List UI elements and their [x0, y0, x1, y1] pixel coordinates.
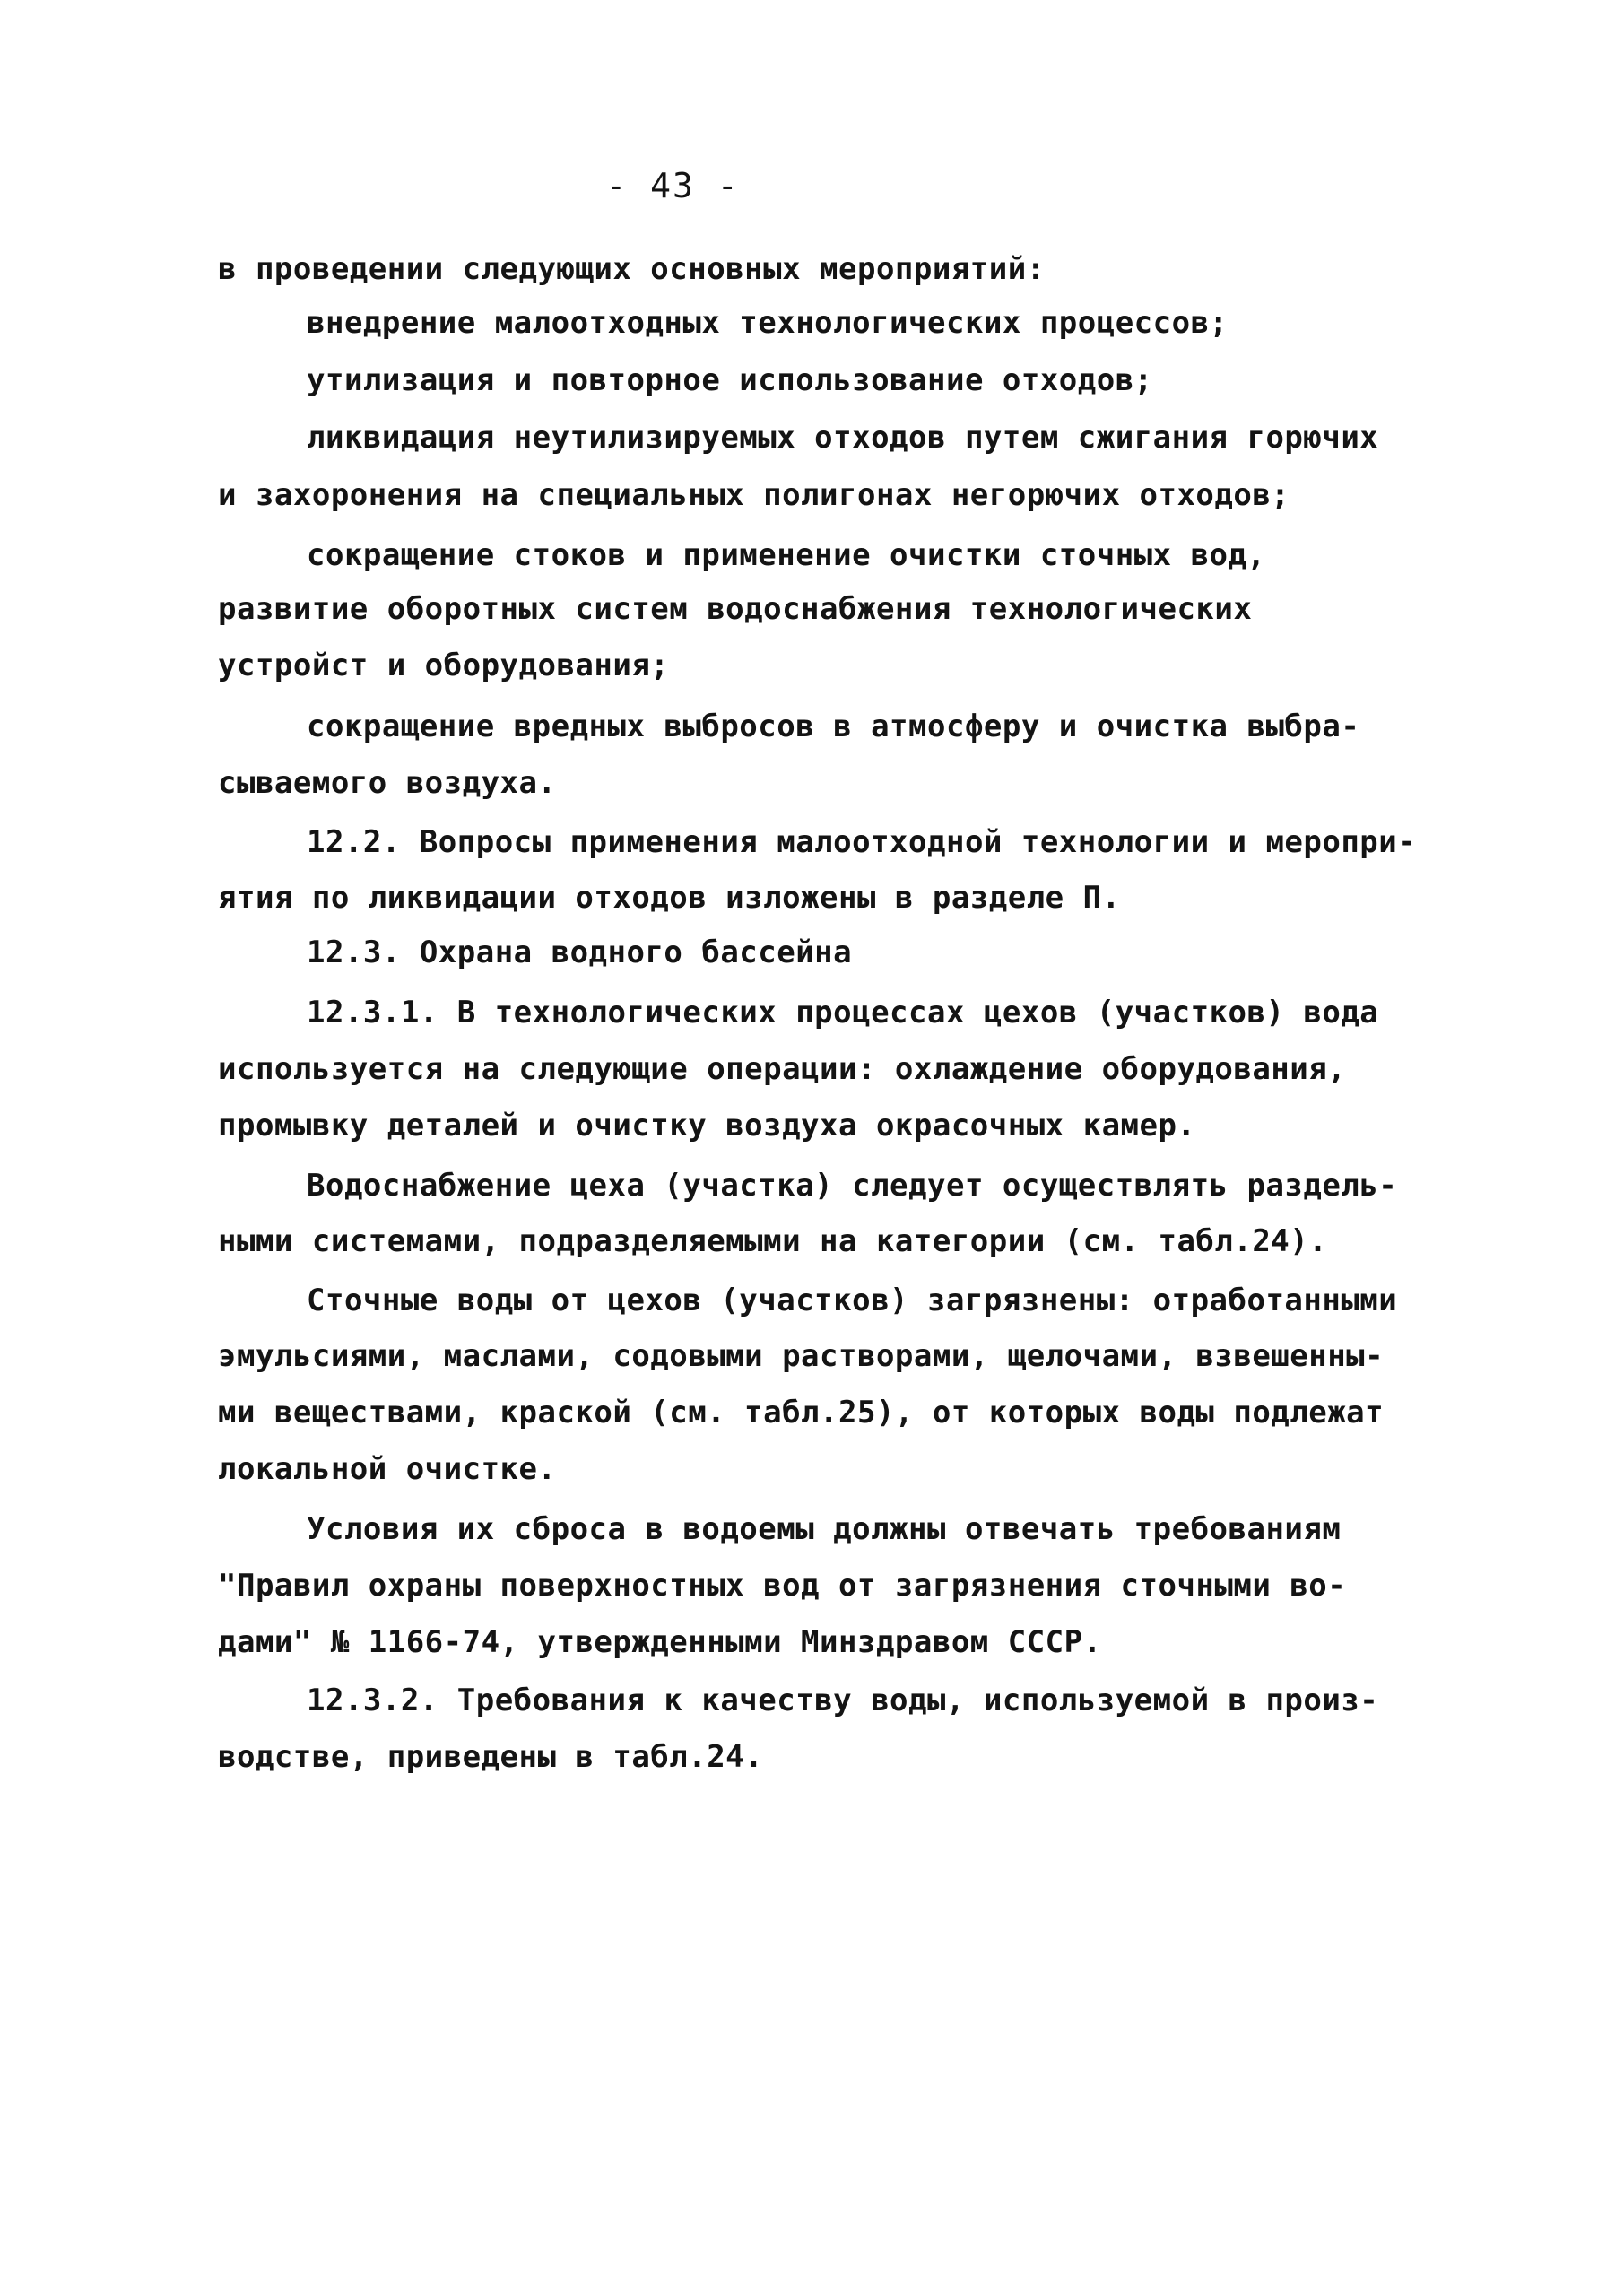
text-line: Водоснабжение цеха (участка) следует осуществлять раздель-	[307, 1168, 1398, 1204]
section-heading: 12.2. Вопросы применения малоотходной технологии и меропри-	[307, 824, 1417, 860]
text-line: ми веществами, краской (см. табл.25), от которых воды подлежат	[218, 1395, 1385, 1430]
text-line: дами" № 1166-74, утвержденными Минздравом СССР.	[218, 1624, 1102, 1660]
text-line: утилизация и повторное использование отходов;	[307, 362, 1153, 398]
text-line: сокращение вредных выбросов в атмосферу и очистка выбра-	[307, 709, 1360, 744]
page-number: - 43 -	[605, 166, 740, 205]
section-heading: 12.3.2. Требования к качеству воды, используемой в произ-	[307, 1683, 1379, 1718]
text-line: водстве, приведены в табл.24.	[218, 1739, 764, 1775]
text-line: локальной очистке.	[218, 1451, 557, 1487]
text-line: внедрение малоотходных технологических процессов;	[307, 305, 1229, 341]
text-line: "Правил охраны поверхностных вод от загрязнения сточными во-	[218, 1568, 1347, 1604]
text-line: промывку деталей и очистку воздуха окрасочных камер.	[218, 1108, 1196, 1144]
section-heading: 12.3.1. В технологических процессах цехов (участков) вода	[307, 995, 1379, 1030]
text-line: Условия их сброса в водоемы должны отвечать требованиям	[307, 1511, 1342, 1547]
text-line: Сточные воды от цехов (участков) загрязнены: отработанными	[307, 1283, 1398, 1318]
text-line: в проведении следующих основных мероприятий:	[218, 251, 1046, 287]
text-line: и захоронения на специальных полигонах негорючих отходов;	[218, 477, 1290, 513]
text-line: ными системами, подразделяемыми на категории (см. табл.24).	[218, 1223, 1328, 1259]
text-line: ликвидация неутилизируемых отходов путем сжигания горючих	[307, 420, 1379, 456]
text-line: эмульсиями, маслами, содовыми растворами, щелочами, взвешенны-	[218, 1338, 1385, 1374]
text-line: используется на следующие операции: охлаждение оборудования,	[218, 1051, 1347, 1087]
text-line: сокращение стоков и применение очистки сточных вод,	[307, 537, 1266, 573]
text-line: ятия по ликвидации отходов изложены в разделе П.	[218, 880, 1121, 916]
text-line: устройст и оборудования;	[218, 648, 670, 683]
text-line: развитие оборотных систем водоснабжения технологических	[218, 591, 1253, 627]
section-heading: 12.3. Охрана водного бассейна	[307, 935, 853, 970]
text-line: сываемого воздуха.	[218, 765, 557, 801]
